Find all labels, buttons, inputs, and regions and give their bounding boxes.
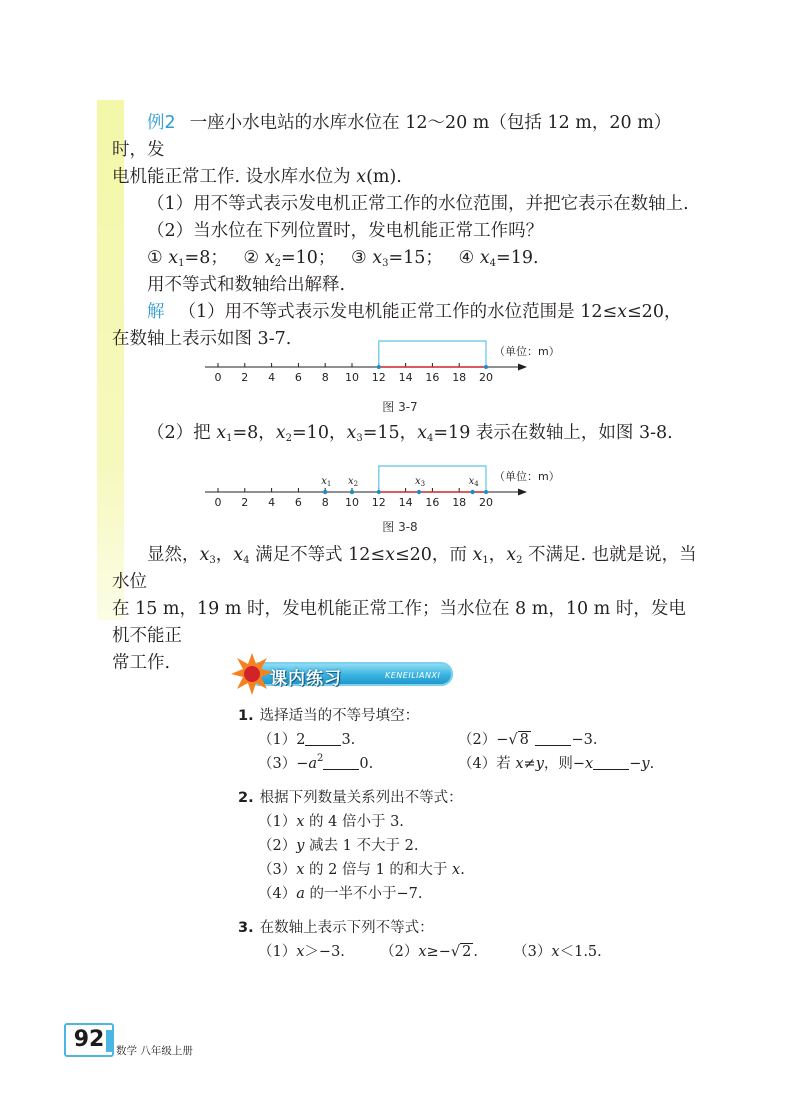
tick-label: 12	[371, 496, 386, 509]
tick-label: 6	[294, 371, 302, 384]
exercise-list	[238, 704, 678, 964]
tick-label: 6	[294, 496, 302, 509]
point-label: $x_4$	[468, 476, 479, 488]
answer-blank[interactable]	[323, 755, 359, 770]
book-title: 数学 八年级上册	[116, 1045, 193, 1057]
tick-label: 2	[241, 371, 249, 384]
answer-blank[interactable]	[535, 731, 571, 746]
exercise-banner-subtitle: KENEILIANXI	[385, 671, 441, 680]
data-point	[470, 490, 474, 494]
tick-label: 4	[268, 371, 276, 384]
figure-3-8-caption: 图 3-8	[382, 520, 418, 534]
unit-label: （单位：m）	[494, 470, 560, 483]
exercise-banner	[230, 652, 460, 696]
unit-label: （单位：m）	[494, 345, 560, 358]
solution-part-2: （2）把 $x_1=8$，$x_2=10$，$x_3=15$，$x_4=19$ 表示在数轴上，如图 3-8.	[147, 423, 673, 444]
axis-arrow-icon	[518, 489, 527, 496]
tick-label: 0	[214, 496, 222, 509]
range-endpoint	[484, 365, 488, 369]
conclusion: 显然，$x_3$，$x_4$ 满足不等式 12≤x≤20，而 $x_1$，$x_2$ 不满足. 也就是说，当水位 在 15 m，19 m 时，发电机能正常工作；当水位在 8 m，10 m 时，发电机不能正 常工作.	[112, 545, 697, 673]
axis-arrow-icon	[518, 364, 527, 371]
solution-part-1-line2: 在数轴上表示如图 3-7.	[112, 329, 292, 349]
tick-label: 14	[398, 496, 413, 509]
example-label: 例2	[147, 113, 176, 133]
sunburst-icon	[230, 652, 274, 696]
exercise-1-d: （4）若 x≠y，则−x −y.	[458, 756, 655, 772]
exercise-1-c: $(3)-a^2$ 0.	[258, 753, 374, 772]
exercise-1-b: （2）−√ 8 −3.	[458, 732, 598, 748]
answer-blank[interactable]	[305, 731, 341, 746]
example-intro: 例2 一座小水电站的水库水位在 12～20 m（包括 12 m，20 m）时，发	[112, 113, 672, 160]
tick-label: 10	[345, 371, 359, 384]
tick-label: 0	[214, 371, 222, 384]
range-endpoint	[484, 490, 488, 494]
tick-label: 8	[321, 371, 329, 384]
question-1: （1）用不等式表示发电机正常工作的水位范围，并把它表示在数轴上.	[147, 194, 689, 214]
number-line-figure-3-7	[200, 335, 560, 387]
page-tab	[106, 1030, 112, 1052]
exercise-2-item: （4）a 的一半不小于−7.	[258, 886, 423, 902]
exercise-2: 2. 根据下列数量关系列出不等式： （1）x 的 4 倍小于 3. （2）y 减去 1 不大于 2. （3）x 的 2 倍与 1 的和大于 x. （4）a 的一半不小于−7.	[238, 786, 678, 906]
tick-label: 20	[479, 371, 493, 384]
exercise-3: 3. 在数轴上表示下列不等式： （1）x＞−3. （2）x≥−√ 2 . （3）x＜1.5.	[238, 916, 678, 964]
answer-blank[interactable]	[593, 755, 629, 770]
tick-label: 14	[398, 371, 413, 384]
exercise-2-item: （2）y 减去 1 不大于 2.	[258, 838, 419, 854]
number-line-figure-3-8	[200, 460, 560, 512]
range-endpoint	[377, 365, 381, 369]
exercise-2-item: （3）x 的 2 倍与 1 的和大于 x.	[258, 862, 465, 878]
tick-label: 18	[452, 496, 467, 509]
tick-label: 12	[371, 371, 386, 384]
figure-3-7-caption: 图 3-7	[382, 400, 418, 414]
page-number: 92	[64, 1023, 114, 1057]
tick-label: 18	[452, 371, 467, 384]
example-intro-line2: 电机能正常工作. 设水库水位为 x(m).	[112, 167, 402, 187]
tick-label: 20	[479, 496, 493, 509]
instruction: 用不等式和数轴给出解释.	[147, 275, 346, 295]
data-point	[323, 490, 327, 494]
exercise-2-item: （1）x 的 4 倍小于 3.	[258, 814, 404, 830]
tick-label: 16	[425, 371, 440, 384]
tick-label: 8	[321, 496, 329, 509]
tick-label: 2	[241, 496, 249, 509]
point-label: $x_1$	[321, 476, 332, 488]
tick-label: 16	[425, 496, 440, 509]
tick-label: 10	[345, 496, 359, 509]
range-endpoint	[377, 490, 381, 494]
exercise-3-items: （1）x＞−3. （2）x≥−√ 2 . （3）x＜1.5.	[258, 944, 602, 960]
tick-label: 4	[268, 496, 276, 509]
data-point	[417, 490, 421, 494]
water-level-values: ① $x_1=8$； ② $x_2=10$； ③ $x_3=15$； ④ $x_4=19$.	[147, 248, 539, 269]
exercise-1: 1. 选择适当的不等号填空： （1）2 3. （2）−√ 8 −3. $(3)-a^2$ 0. （4）若 x≠y，则−x −y.	[238, 704, 678, 776]
solution-label: 解	[147, 302, 165, 322]
question-2: （2）当水位在下列位置时，发电机能正常工作吗？	[147, 221, 544, 241]
exercise-banner-title: 课内练习	[270, 669, 342, 689]
exercise-1-a: （1）2 3.	[258, 732, 356, 748]
example-text	[112, 110, 702, 353]
data-point	[350, 490, 354, 494]
point-label: $x_2$	[348, 476, 359, 488]
point-label: $x_3$	[415, 476, 426, 488]
solution-part-1: 解 （1）用不等式表示发电机能正常工作的水位范围是 12≤x≤20，	[147, 302, 682, 322]
